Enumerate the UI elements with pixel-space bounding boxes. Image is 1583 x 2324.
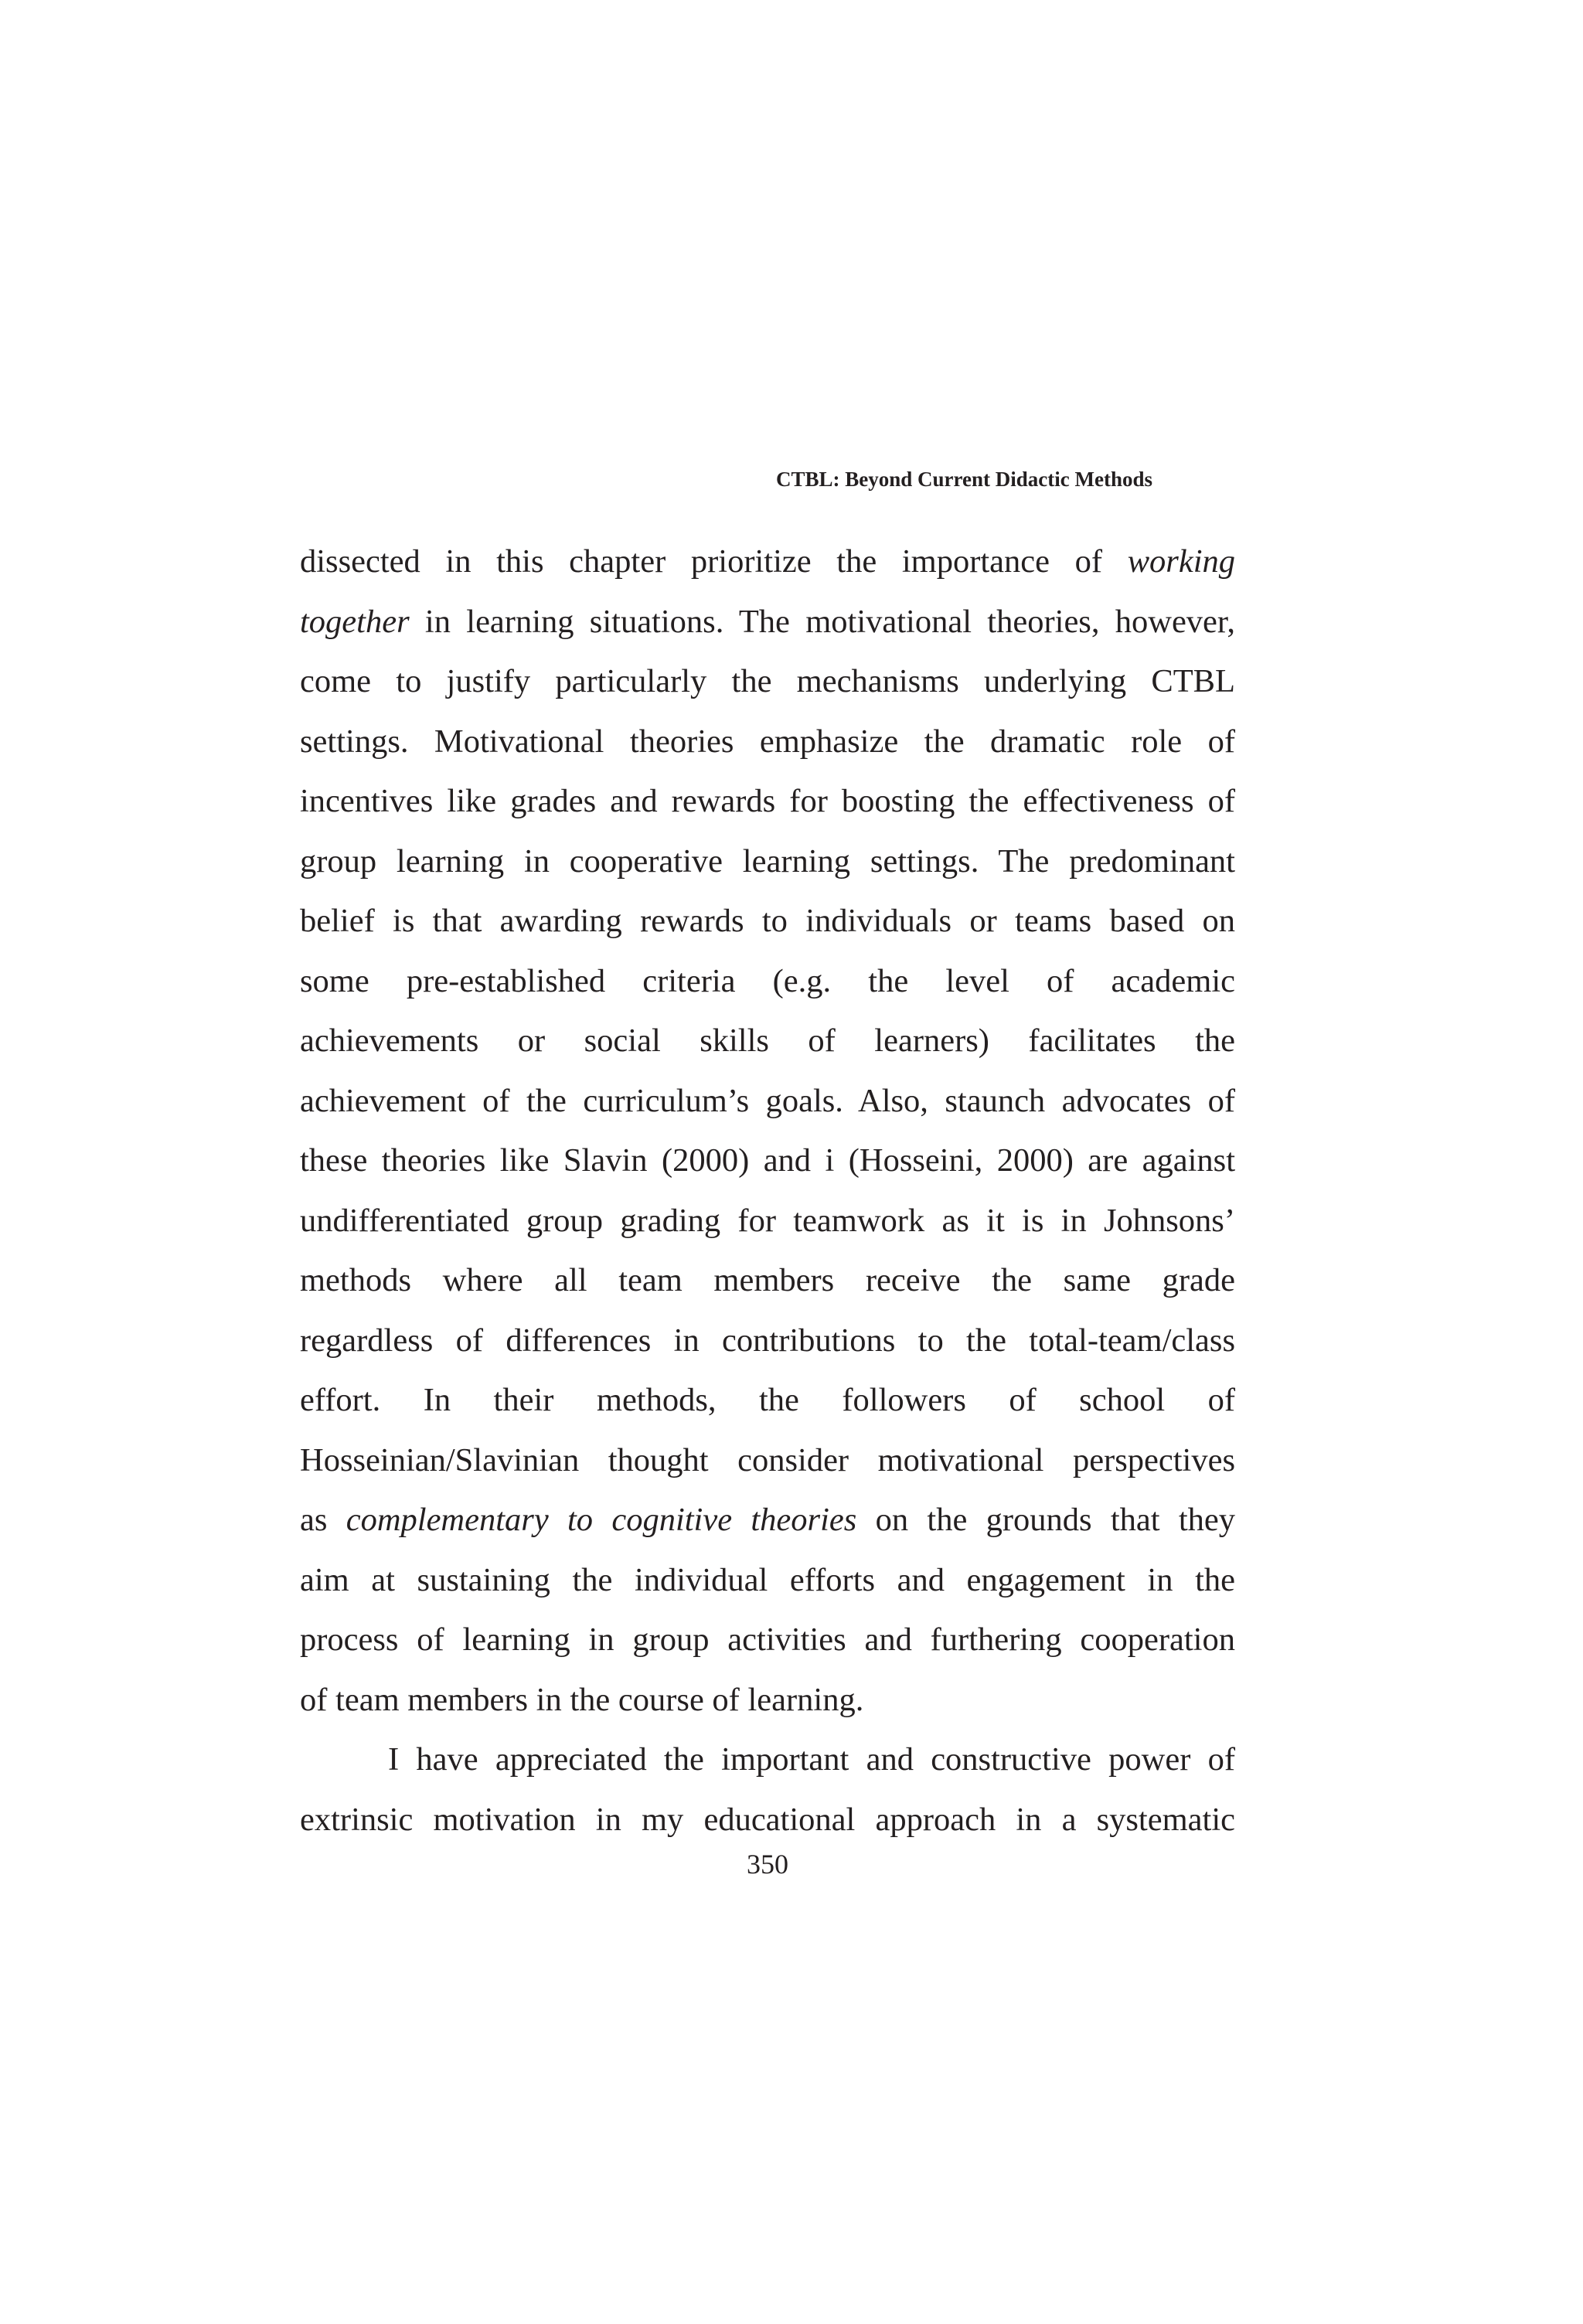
text-line: regardless of differences in contributions to the total-team/class	[300, 1322, 1235, 1359]
text-line: process of learning in group activities and furthering cooperation	[300, 1621, 1235, 1658]
text-line: Hosseinian/Slavinian thought consider motivational perspectives	[300, 1441, 1235, 1478]
text-line: settings. Motivational theories emphasize the dramatic role of	[300, 723, 1235, 760]
text-line: as complementary to cognitive theories on the grounds that they	[300, 1502, 1236, 1538]
text-line: group learning in cooperative learning settings. The predominant	[300, 842, 1235, 880]
text-line: achievements or social skills of learners) facilitates the	[300, 1022, 1235, 1059]
text-line: some pre-established criteria (e.g. the level of academic	[300, 962, 1235, 999]
text-line: together in learning situations. The motivational theories, however,	[300, 603, 1235, 640]
running-header: CTBL: Beyond Current Didactic Methods	[776, 468, 1153, 491]
text-line: undifferentiated group grading for teamwork as it is in Johnsons’	[300, 1202, 1235, 1239]
text-line: of team members in the course of learning.	[300, 1681, 864, 1718]
text-line: methods where all team members receive the same grade	[300, 1262, 1235, 1298]
italic-emphasis: together	[300, 603, 410, 640]
italic-emphasis: complementary to cognitive theories	[346, 1502, 857, 1538]
text-line: extrinsic motivation in my educational approach in a systematic	[300, 1801, 1235, 1838]
text-line: incentives like grades and rewards for boosting the effectiveness of	[300, 783, 1235, 819]
text-line: dissected in this chapter prioritize the importance of working	[300, 543, 1235, 580]
body-text	[300, 532, 1235, 1849]
text-line: aim at sustaining the individual efforts and engagement in the	[300, 1561, 1235, 1598]
text-line: belief is that awarding rewards to individuals or teams based on	[300, 903, 1235, 939]
text-line: I have appreciated the important and constructive power of	[388, 1741, 1235, 1778]
text-line: come to justify particularly the mechanisms underlying CTBL	[300, 663, 1235, 699]
italic-emphasis: working	[1127, 543, 1235, 580]
text-line: achievement of the curriculum’s goals. Also, staunch advocates of	[300, 1082, 1235, 1119]
page-number: 350	[747, 1849, 788, 1880]
text-line: effort. In their methods, the followers of school of	[300, 1382, 1235, 1418]
text-line: these theories like Slavin (2000) and i (Hosseini, 2000) are against	[300, 1142, 1235, 1179]
